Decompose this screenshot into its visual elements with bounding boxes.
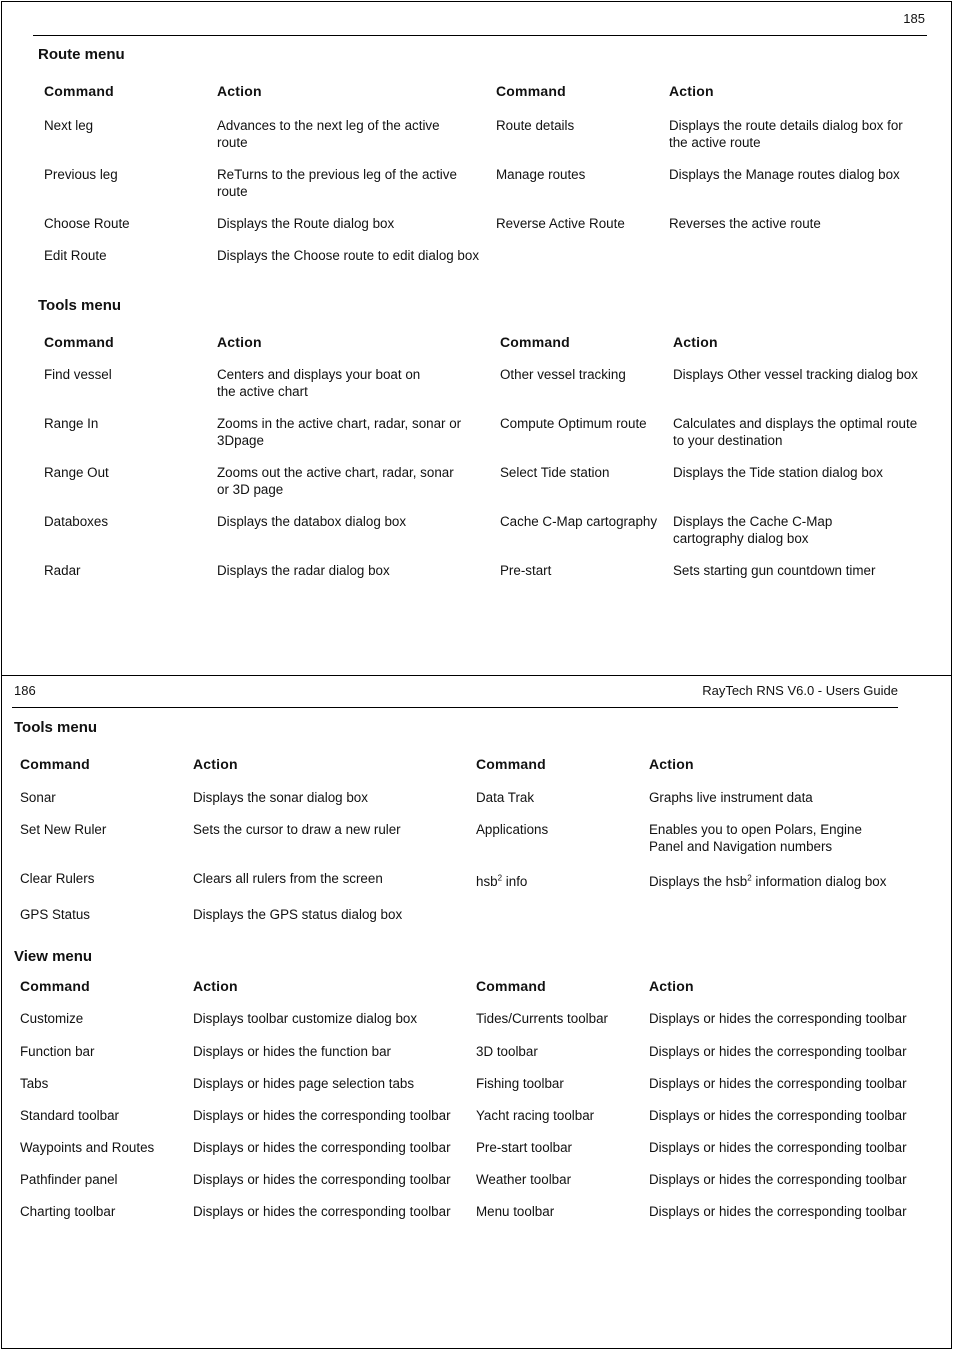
page-186 xyxy=(1,675,952,1349)
command-cell: Route details xyxy=(496,118,575,133)
action-cell: Calculates and displays the optimal route to your destination xyxy=(673,416,918,448)
route-menu-table xyxy=(44,83,924,279)
column-header: Command xyxy=(44,334,114,350)
column-header: Action xyxy=(649,756,694,772)
table-header-row xyxy=(44,334,924,366)
action-cell: Displays or hides the corresponding toolbar xyxy=(649,1204,907,1219)
table-header-row xyxy=(20,756,900,789)
command-cell: Edit Route xyxy=(44,248,107,263)
action-cell: Displays the route details dialog box for the active route xyxy=(669,118,903,150)
action-cell: Displays the Tide station dialog box xyxy=(673,465,883,480)
action-cell: ReTurns to the previous leg of the active route xyxy=(217,167,457,199)
action-cell: Displays or hides the corresponding toolbar xyxy=(649,1108,907,1123)
command-cell: Tides/Currents toolbar xyxy=(476,1011,608,1026)
action-cell: Displays the Choose route to edit dialog box xyxy=(217,248,480,263)
column-header: Command xyxy=(496,83,566,99)
command-cell: Charting toolbar xyxy=(20,1204,116,1219)
table-row xyxy=(20,1043,907,1075)
action-cell: Reverses the active route xyxy=(669,216,821,231)
column-header: Action xyxy=(649,978,694,994)
action-cell: Displays the sonar dialog box xyxy=(193,790,368,805)
superscript: 2 xyxy=(497,873,503,883)
hsb-info-action xyxy=(649,873,899,890)
table-row xyxy=(20,1075,907,1107)
action-cell: Displays or hides the corresponding toolbar xyxy=(193,1204,451,1219)
action-cell: Displays or hides the corresponding toolbar xyxy=(193,1108,451,1123)
action-cell: Graphs live instrument data xyxy=(649,790,813,805)
table-row xyxy=(44,562,924,594)
column-header: Command xyxy=(20,756,90,772)
action-cell: Displays the databox dialog box xyxy=(217,514,407,529)
command-cell: Fishing toolbar xyxy=(476,1076,564,1091)
action-cell: Displays the radar dialog box xyxy=(217,563,390,578)
action-cell: Enables you to open Polars, Engine Panel and Navigation numbers xyxy=(649,822,862,854)
action-cell: Displays the Manage routes dialog box xyxy=(669,167,900,182)
command-cell: Radar xyxy=(44,563,81,578)
command-cell: Waypoints and Routes xyxy=(20,1140,155,1155)
command-cell: Yacht racing toolbar xyxy=(476,1108,595,1123)
command-cell: Function bar xyxy=(20,1044,95,1059)
command-cell: Cache C-Map cartography xyxy=(500,514,658,529)
command-cell: Compute Optimum route xyxy=(500,416,647,431)
column-header: Action xyxy=(193,756,238,772)
command-cell: Sonar xyxy=(20,790,56,805)
table-row xyxy=(44,166,924,215)
table-row xyxy=(44,513,924,562)
action-cell: Displays Other vessel tracking dialog box xyxy=(673,367,918,382)
table-row xyxy=(20,1171,907,1203)
action-cell: Displays or hides the corresponding toolbar xyxy=(649,1044,907,1059)
table-row xyxy=(20,821,900,870)
guide-title: RayTech RNS V6.0 - Users Guide xyxy=(702,683,898,698)
action-cell: Sets starting gun countdown timer xyxy=(673,563,876,578)
tools-menu-table xyxy=(20,756,900,938)
page-185 xyxy=(1,1,952,676)
table-row xyxy=(44,117,924,166)
page-number: 186 xyxy=(14,683,36,698)
column-header: Action xyxy=(217,83,262,99)
table-row xyxy=(20,870,900,906)
action-cell: Displays or hides the corresponding toolbar xyxy=(193,1172,451,1187)
table-header-row xyxy=(20,978,900,1010)
action-cell: Displays or hides the corresponding toolbar xyxy=(649,1076,907,1091)
column-header: Command xyxy=(476,756,546,772)
table-row xyxy=(20,789,900,821)
command-cell: Manage routes xyxy=(496,167,586,182)
page-number: 185 xyxy=(903,11,925,26)
command-cell: Set New Ruler xyxy=(20,822,107,837)
command-cell: Clear Rulers xyxy=(20,871,95,886)
command-cell: Standard toolbar xyxy=(20,1108,120,1123)
column-header: Action xyxy=(673,334,718,350)
table-header-row xyxy=(44,83,924,117)
command-cell: Range Out xyxy=(44,465,109,480)
action-cell: Displays or hides page selection tabs xyxy=(193,1076,415,1091)
action-suffix: information dialog box xyxy=(751,874,887,889)
tools-menu-table xyxy=(44,334,924,594)
command-cell: GPS Status xyxy=(20,907,90,922)
action-cell: Displays or hides the function bar xyxy=(193,1044,391,1059)
command-cell: Find vessel xyxy=(44,367,112,382)
section-title-route-menu: Route menu xyxy=(38,46,125,63)
action-cell: Zooms out the active chart, radar, sonar or 3D page xyxy=(217,465,454,497)
action-cell: Displays toolbar customize dialog box xyxy=(193,1011,418,1026)
command-cell: Pathfinder panel xyxy=(20,1172,118,1187)
command-cell: Choose Route xyxy=(44,216,130,231)
command-cell: Pre-start toolbar xyxy=(476,1140,573,1155)
column-header: Command xyxy=(476,978,546,994)
table-row xyxy=(20,1203,907,1235)
section-title-tools-menu: Tools menu xyxy=(38,297,122,314)
command-cell: Menu toolbar xyxy=(476,1204,555,1219)
action-cell: Displays the GPS status dialog box xyxy=(193,907,403,922)
command-cell: Applications xyxy=(476,822,549,837)
action-cell: Displays the Route dialog box xyxy=(217,216,395,231)
column-header: Action xyxy=(193,978,238,994)
table-row xyxy=(20,1139,907,1171)
action-cell: Displays the Cache C-Map cartography dialog box xyxy=(673,514,833,546)
table-row xyxy=(44,366,924,415)
header-rule xyxy=(12,707,898,708)
action-cell: Sets the cursor to draw a new ruler xyxy=(193,822,401,837)
command-cell: Select Tide station xyxy=(500,465,610,480)
command-cell: Previous leg xyxy=(44,167,118,182)
action-cell: Clears all rulers from the screen xyxy=(193,871,383,886)
hsb-info-command xyxy=(476,873,641,890)
command-cell: Pre-start xyxy=(500,563,552,578)
command-cell: Tabs xyxy=(20,1076,49,1091)
command-cell: Data Trak xyxy=(476,790,535,805)
command-cell: Next leg xyxy=(44,118,94,133)
table-row xyxy=(44,464,924,513)
action-cell: Displays or hides the corresponding toolbar xyxy=(649,1172,907,1187)
command-cell: Range In xyxy=(44,416,99,431)
command-cell: 3D toolbar xyxy=(476,1044,538,1059)
section-title-tools-menu: Tools menu xyxy=(14,719,98,736)
command-cell: Other vessel tracking xyxy=(500,367,626,382)
column-header: Command xyxy=(20,978,90,994)
action-cell: Displays or hides the corresponding toolbar xyxy=(649,1011,907,1026)
superscript: 2 xyxy=(747,873,752,883)
action-cell: Centers and displays your boat on the active chart xyxy=(217,367,421,399)
table-row xyxy=(44,215,924,247)
table-row xyxy=(20,1010,907,1043)
section-title-view-menu: View menu xyxy=(14,948,93,965)
column-header: Command xyxy=(44,83,114,99)
action-cell: Advances to the next leg of the active route xyxy=(217,118,440,150)
view-menu-table xyxy=(20,978,907,1235)
command-cell: Reverse Active Route xyxy=(496,216,625,231)
action-text: Displays the hsb xyxy=(649,874,748,889)
command-suffix: info xyxy=(502,874,528,889)
table-row xyxy=(44,415,924,464)
command-cell: Databoxes xyxy=(44,514,109,529)
action-cell: Displays or hides the corresponding toolbar xyxy=(193,1140,451,1155)
header-rule xyxy=(33,35,927,36)
table-row xyxy=(20,1107,907,1139)
command-cell: Weather toolbar xyxy=(476,1172,572,1187)
command-cell: Customize xyxy=(20,1011,84,1026)
table-row xyxy=(44,247,924,279)
command-text: hsb xyxy=(476,874,498,889)
column-header: Action xyxy=(217,334,262,350)
action-cell: Displays or hides the corresponding toolbar xyxy=(649,1140,907,1155)
column-header: Command xyxy=(500,334,570,350)
action-cell: Zooms in the active chart, radar, sonar or 3Dpage xyxy=(217,416,462,448)
table-row xyxy=(20,906,900,938)
column-header: Action xyxy=(669,83,714,99)
